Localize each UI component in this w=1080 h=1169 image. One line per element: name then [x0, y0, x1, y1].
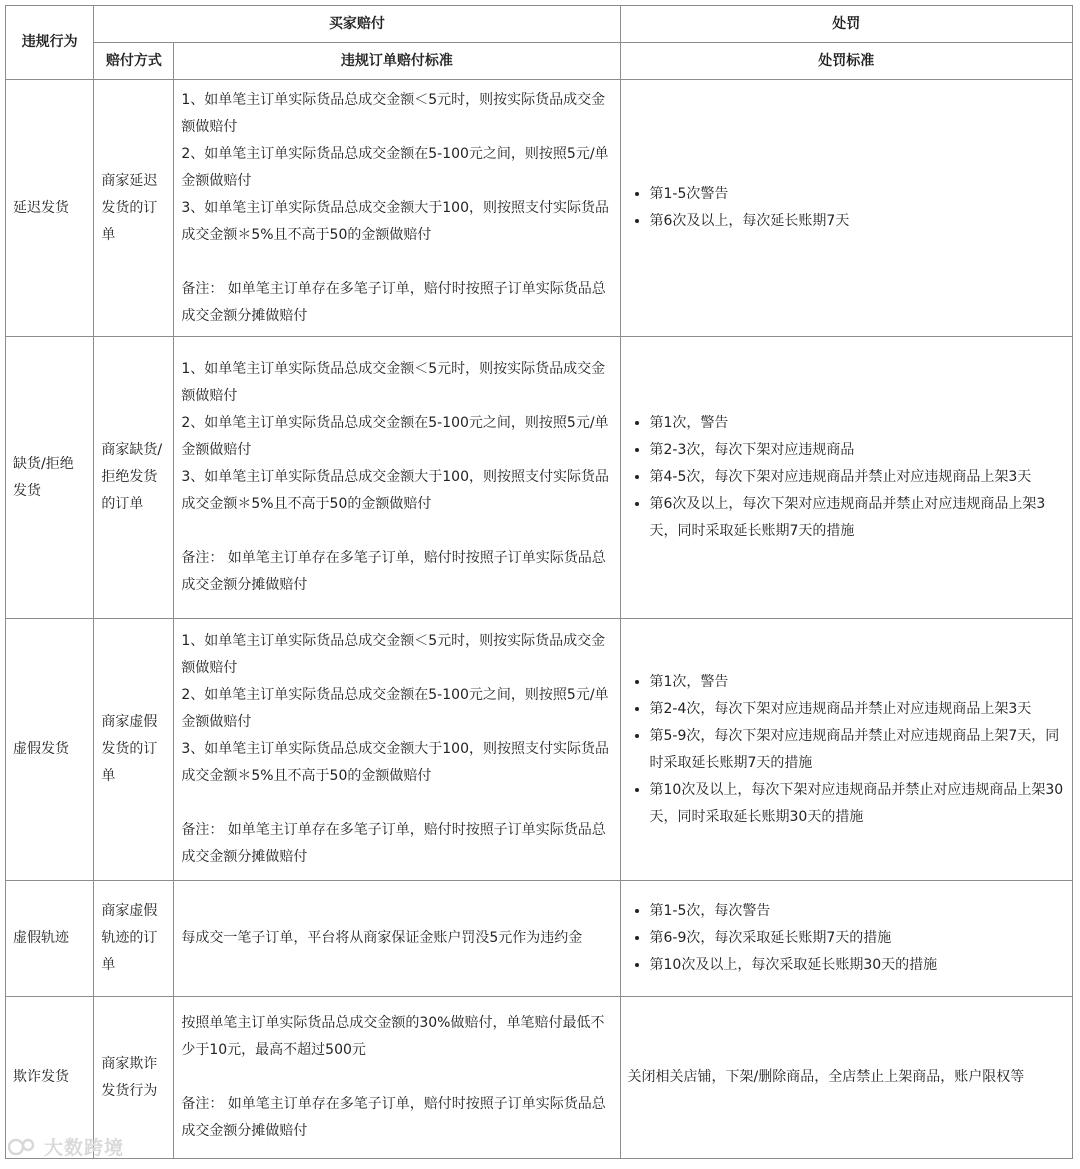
- violation-penalty-table: [5, 5, 1073, 1159]
- cell-penalty: [620, 80, 1073, 337]
- cell-method: 商家虚假发货的订单: [94, 619, 174, 881]
- standard-note: 备注： 如单笔主订单存在多笔子订单，赔付时按照子订单实际货品总成交金额分摊做赔付: [181, 822, 606, 865]
- penalty-item: • 第10次及以上，每次采取延长账期30天的措施: [650, 952, 1066, 979]
- cell-method: 商家虚假轨迹的订单: [94, 881, 174, 997]
- standard-note: 备注： 如单笔主订单存在多笔子订单，赔付时按照子订单实际货品总成交金额分摊做赔付: [181, 280, 606, 324]
- standard-line: 每成交一笔子订单，平台将从商家保证金账户罚没5元作为违约金: [181, 930, 583, 946]
- penalty-list: [628, 898, 1066, 979]
- standard-line: 2、如单笔主订单实际货品总成交金额在5-100元之间，则按照5元/单金额做赔付: [181, 415, 609, 458]
- standard-line: 2、如单笔主订单实际货品总成交金额在5-100元之间，则按照5元/单金额做赔付: [181, 687, 609, 730]
- standard-line: 2、如单笔主订单实际货品总成交金额在5-100元之间，则按照5元/单金额做赔付: [181, 145, 609, 189]
- cell-standard: [174, 881, 620, 997]
- cell-standard: [174, 80, 620, 337]
- penalty-list: [628, 181, 1066, 235]
- standard-line: 1、如单笔主订单实际货品总成交金额＜5元时，则按实际货品成交金额做赔付: [181, 91, 606, 135]
- cell-violation: 延迟发货: [6, 80, 94, 337]
- penalty-item: • 第2-3次，每次下架对应违规商品: [650, 437, 1066, 464]
- penalty-item: • 第4-5次，每次下架对应违规商品并禁止对应违规商品上架3天: [650, 464, 1066, 491]
- penalty-item: • 第1-5次，每次警告: [650, 898, 1066, 925]
- cell-method: 商家缺货/拒绝发货的订单: [94, 337, 174, 619]
- cell-method: 商家延迟发货的订单: [94, 80, 174, 337]
- cell-violation: 缺货/拒绝发货: [6, 337, 94, 619]
- table-row: [6, 619, 1073, 881]
- table-row: [6, 337, 1073, 619]
- cell-penalty: [620, 619, 1073, 881]
- penalty-item: • 第10次及以上，每次下架对应违规商品并禁止对应违规商品上架30天，同时采取延长账期30天的措施: [650, 777, 1066, 831]
- penalty-item: • 第1次，警告: [650, 669, 1066, 696]
- penalty-item: • 第1-5次警告: [650, 181, 1066, 208]
- penalty-list: [628, 669, 1066, 831]
- standard-line: 3、如单笔主订单实际货品总成交金额大于100，则按照支付实际货品成交金额＊5%且不高于50的金额做赔付: [181, 741, 609, 784]
- standard-gap: [181, 1064, 612, 1091]
- watermark-logo-icon: [8, 1136, 38, 1158]
- standard-line: 3、如单笔主订单实际货品总成交金额大于100，则按照支付实际货品成交金额＊5%且不高于50的金额做赔付: [181, 199, 609, 243]
- penalty-item: • 第6-9次，每次采取延长账期7天的措施: [650, 925, 1066, 952]
- penalty-item: • 第6次及以上，每次延长账期7天: [650, 208, 1066, 235]
- cell-standard: [174, 997, 620, 1159]
- cell-standard: [174, 337, 620, 619]
- standard-gap: [181, 790, 612, 817]
- table-row: [6, 881, 1073, 997]
- cell-method: 商家欺诈发货行为: [94, 997, 174, 1159]
- standard-gap: [181, 249, 612, 276]
- header-violation: 违规行为: [6, 6, 94, 80]
- standard-line: 1、如单笔主订单实际货品总成交金额＜5元时，则按实际货品成交金额做赔付: [181, 633, 606, 676]
- cell-standard: [174, 619, 620, 881]
- penalty-item: • 第2-4次，每次下架对应违规商品并禁止对应违规商品上架3天: [650, 696, 1066, 723]
- header-method: 赔付方式: [94, 43, 174, 80]
- cell-violation: 虚假发货: [6, 619, 94, 881]
- cell-violation: 欺诈发货: [6, 997, 94, 1159]
- penalty-item: • 第1次，警告: [650, 410, 1066, 437]
- penalty-item: • 第5-9次，每次下架对应违规商品并禁止对应违规商品上架7天，同时采取延长账期7天的措施: [650, 723, 1066, 777]
- standard-line: 3、如单笔主订单实际货品总成交金额大于100，则按照支付实际货品成交金额＊5%且不高于50的金额做赔付: [181, 469, 609, 512]
- penalty-list: [628, 410, 1066, 545]
- standard-line: 按照单笔主订单实际货品总成交金额的30%做赔付，单笔赔付最低不少于10元，最高不超过500元: [181, 1015, 605, 1058]
- standard-gap: [181, 518, 612, 545]
- standard-note: 备注： 如单笔主订单存在多笔子订单，赔付时按照子订单实际货品总成交金额分摊做赔付: [181, 1096, 606, 1139]
- standard-line: 1、如单笔主订单实际货品总成交金额＜5元时，则按实际货品成交金额做赔付: [181, 361, 606, 404]
- cell-penalty: [620, 881, 1073, 997]
- cell-penalty: [620, 337, 1073, 619]
- header-compensation: 买家赔付: [94, 6, 620, 43]
- watermark: [8, 1133, 124, 1160]
- watermark-text: 大数跨境: [44, 1137, 125, 1159]
- header-penalty-standard: 处罚标准: [620, 43, 1073, 80]
- cell-violation: 虚假轨迹: [6, 881, 94, 997]
- header-standard: 违规订单赔付标准: [174, 43, 620, 80]
- table-row: [6, 80, 1073, 337]
- table-row: [6, 997, 1073, 1159]
- penalty-item: • 第6次及以上，每次下架对应违规商品并禁止对应违规商品上架3天，同时采取延长账期7天的措施: [650, 491, 1066, 545]
- standard-note: 备注： 如单笔主订单存在多笔子订单，赔付时按照子订单实际货品总成交金额分摊做赔付: [181, 550, 606, 593]
- header-penalty: 处罚: [620, 6, 1073, 43]
- cell-penalty: 关闭相关店铺，下架/删除商品，全店禁止上架商品，账户限权等: [620, 997, 1073, 1159]
